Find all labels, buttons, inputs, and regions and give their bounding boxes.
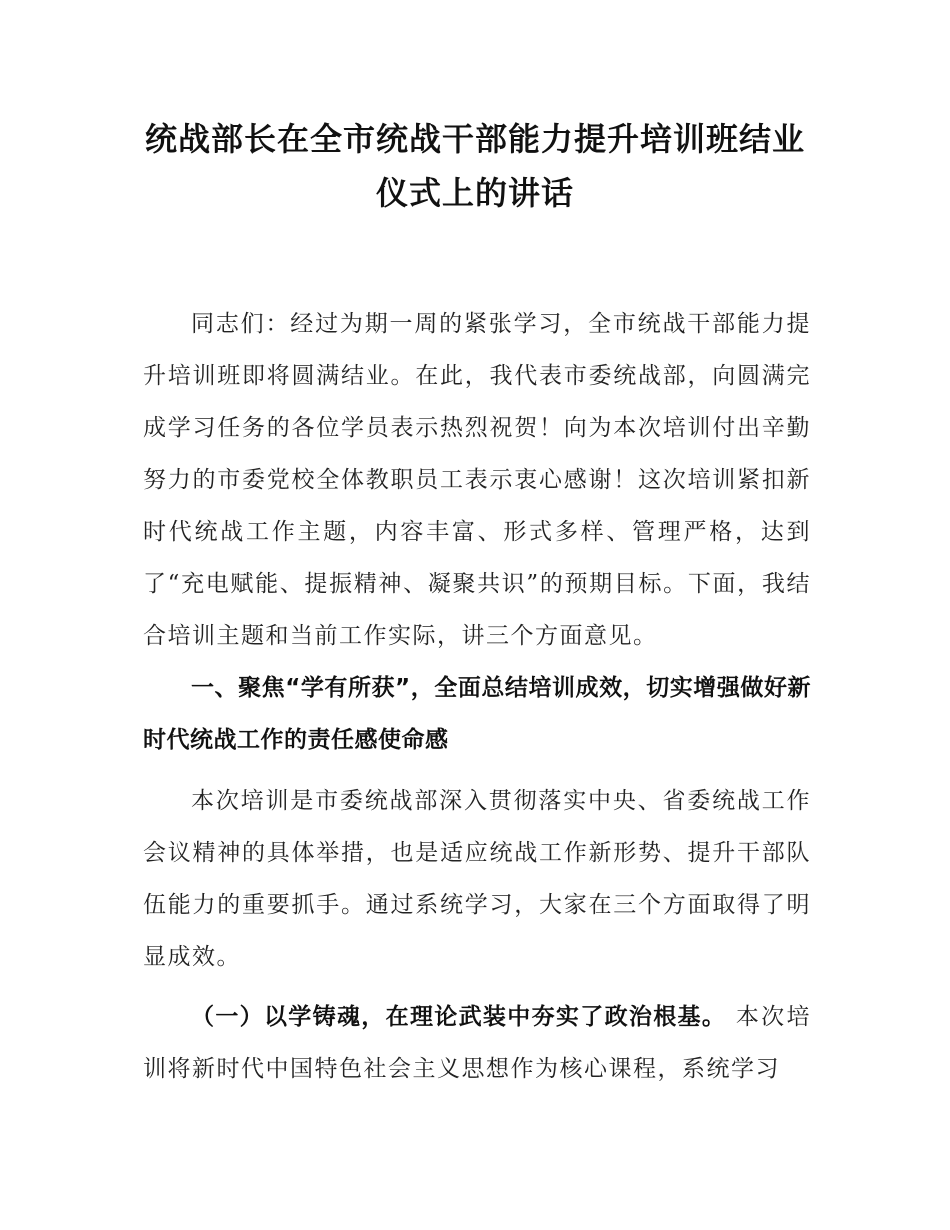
subsection-heading-1: （一）以学铸魂，在理论武装中夯实了政治根基。 [191, 1004, 727, 1030]
subsection-1-text: 本次培训将新时代中国特色社会主义思想作为核心课程，系统学习 [143, 1004, 812, 1082]
opening-paragraph: 同志们：经过为期一周的紧张学习，全市统战干部能力提升培训班即将圆满结业。在此，我代表市委统战部，向圆满完成学习任务的各位学员表示热烈祝贺！向为本次培训付出辛勤努力的市委党校全体教职员工表示衷心感谢！这次培训紧扣新时代统战工作主题，内容丰富、形式多样、管理严格，达到了“充电赋能、提振精神、凝聚共识”的预期目标。下面，我结合培训主题和当前工作实际，讲三个方面意见。 [143, 311, 811, 649]
document-title: 统战部长在全市统战干部能力提升培训班结业仪式上的讲话 [144, 120, 805, 212]
subsection-1-paragraph [143, 991, 811, 1095]
section-heading-1: 一、聚焦“学有所获”，全面总结培训成效，切实增强做好新时代统战工作的责任感使命感 [143, 675, 811, 753]
section-1-paragraph: 本次培训是市委统战部深入贯彻落实中央、省委统战工作会议精神的具体举措，也是适应统战工作新形势、提升干部队伍能力的重要抓手。通过系统学习，大家在三个方面取得了明显成效。 [143, 788, 811, 970]
